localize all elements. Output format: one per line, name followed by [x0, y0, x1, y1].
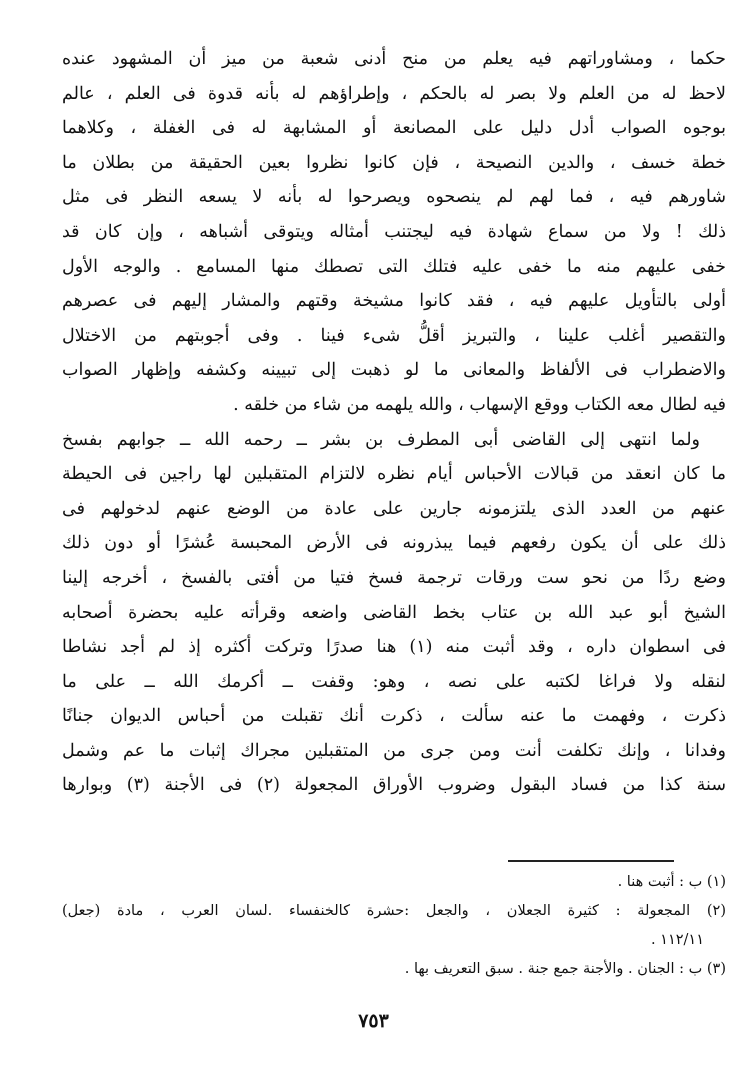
- text-line: ولما انتهى إلى القاضى أبى المطرف بن بشر ــ رحمه الله ــ جوابهم بفسخ: [62, 429, 700, 450]
- text-line: شاورهم فيه ، فما لهم لم ينصحوه ويصرحوا له بأنه لا يسعه النظر فى مثل: [62, 187, 726, 208]
- text-line: فيه لطال معه الكتاب ووقع الإسهاب ، والله يلهمه من شاء من خلقه .: [233, 394, 726, 415]
- footnote-2-continuation: ١١٢/١١ .: [650, 932, 704, 948]
- text-line: والتقصير أغلب علينا ، والتبريز أقلُّ شىء فينا . وفى أجوبتهم من الاختلال: [62, 325, 726, 346]
- footnote-divider: [508, 860, 674, 862]
- text-line: حكما ، ومشاوراتهم فيه يعلم من منح أدنى شعبة من ميز أن المشهود عنده: [62, 49, 726, 69]
- paragraph: [62, 42, 726, 423]
- footnote-2: (٢) المجعولة : كثيرة الجعلان ، والجعل :حشرة كالخنفساء .لسان العرب ، مادة (جعل): [62, 903, 726, 919]
- main-text: [62, 42, 726, 803]
- text-line: خفى عليهم منه ما خفى عليه فتلك التى تصطك منها المسامع . والوجه الأول: [62, 256, 726, 277]
- text-line: عنهم من العدد الذى يلتزمونه جارين على عادة من الوضع عنهم لدخولهم فى: [62, 498, 726, 519]
- text-line: خطة خسف ، والدين النصيحة ، فإن كانوا نظروا بعين الحقيقة من بطلان ما: [62, 152, 726, 173]
- footnote-3: (٣) ب : الجنان . والأجنة جمع جنة . سبق التعريف بها .: [404, 961, 726, 977]
- text-line: سنة كذا من فساد البقول وضروب الأوراق المجعولة (٢) فى الأجنة (٣) وبوارها: [62, 775, 726, 796]
- text-line: ما كان انعقد من قبالات الأحباس أيام نظره لالتزام المتقبلين لها راجين فى الحيطة: [62, 464, 726, 485]
- text-line: فى اسطوان داره ، وقد أثبت منه (١) هنا صدرًا وتركت أكثره إذ لم أجد نشاطا: [62, 637, 726, 658]
- text-line: أولى بالتأويل عليهم فيه ، فقد كانوا مشيخة وقتهم والمشار إليهم فى عصرهم: [62, 291, 726, 312]
- paragraph: [62, 423, 726, 804]
- text-line: لاحظ له من العلم ولا بصر له بالحكم ، وإطراؤهم له بأنه قدوة فى العلم ، عالم: [62, 83, 726, 104]
- text-line: وضع ردًا من نحو ست ورقات ترجمة فسخ فتيا من أفتى بالفسخ ، أخرجه إلينا: [62, 567, 726, 588]
- text-line: ذلك على أن يكون رفعهم فيما يبذرونه فى الأرض المحبسة عُشرًا أو دون ذلك: [62, 533, 726, 554]
- text-line: وفدانا ، وإنك تكلفت أنت ومن جرى من المتقبلين مجراك إثبات ما عم وشمل: [62, 740, 726, 761]
- footnotes: [62, 868, 726, 984]
- text-line: بوجوه الصواب أدل دليل على المصانعة أو المشابهة له فى الغفلة ، وكلاهما: [62, 118, 726, 139]
- text-line: الشيخ أبو عبد الله بن عتاب بخط القاضى واضعه وقرأته عليه بحضرة أصحابه: [62, 602, 726, 623]
- text-line: ذلك ! ولا من سماع شهادة فيه ليجتنب أمثاله ويتوقى أشباهه ، وإن كان قد: [62, 221, 726, 242]
- text-line: لنقله ولا فراغا لكتبه على نصه ، وهو: وقفت ــ أكرمك الله ــ على ما: [62, 671, 726, 692]
- text-line: والاضطراب فى الألفاظ والمعانى ما لو ذهبت إلى تبيينه وكشفه وإظهار الصواب: [62, 360, 726, 381]
- footnote-1: (١) ب : أثبت هنا .: [617, 874, 726, 890]
- text-line: ذكرت ، وفهمت ما عنه سألت ، ذكرت أنك تقبلت من أحباس الديوان جنانًا: [62, 706, 726, 727]
- page-number: ٧٥٣: [358, 1010, 389, 1032]
